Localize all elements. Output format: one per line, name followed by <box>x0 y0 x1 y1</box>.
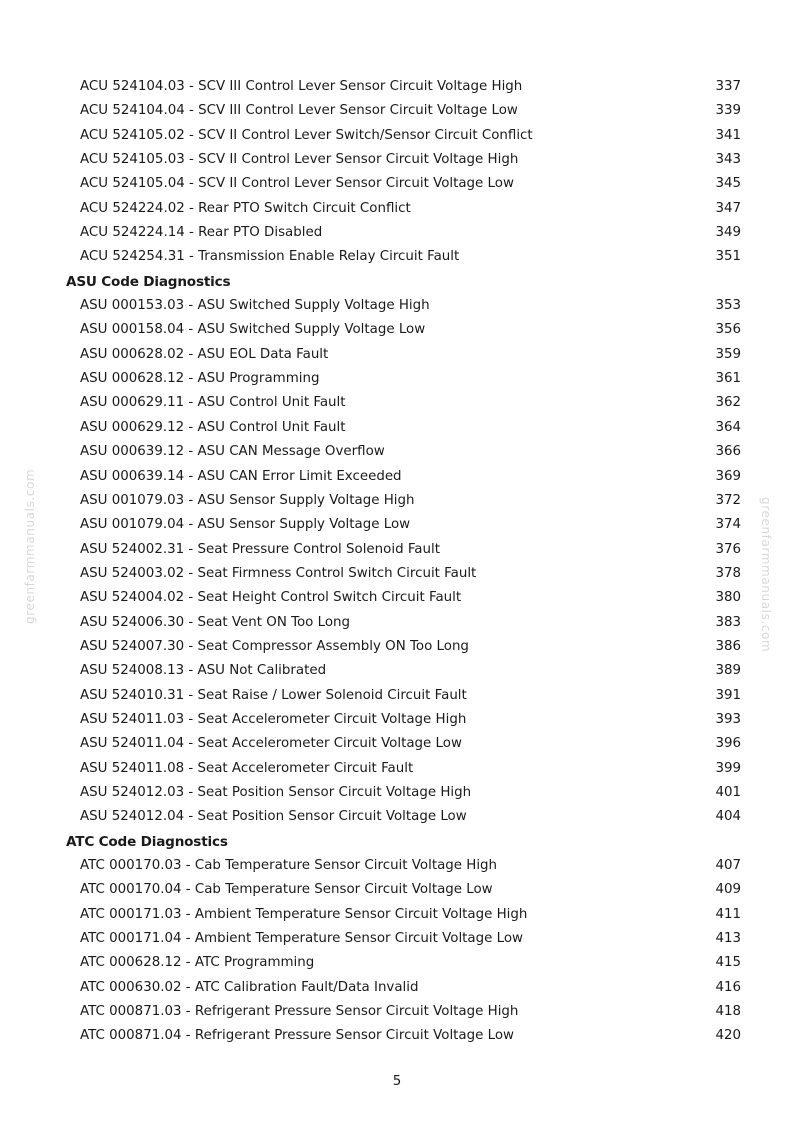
toc-entry[interactable] <box>0 659 794 683</box>
table-of-contents <box>0 75 794 1049</box>
toc-entry-label: ASU 524011.08 - Seat Accelerometer Circuit Fault <box>80 760 414 776</box>
toc-entry-label: ATC 000170.04 - Cab Temperature Sensor Circuit Voltage Low <box>80 882 493 898</box>
toc-entry[interactable] <box>0 221 794 245</box>
toc-entry[interactable] <box>0 1024 794 1048</box>
toc-entry-page-number: 393 <box>715 711 741 727</box>
toc-entry[interactable] <box>0 124 794 148</box>
toc-entry[interactable] <box>0 99 794 123</box>
toc-entry-page-number: 362 <box>715 395 741 411</box>
toc-entry-page-number: 413 <box>715 931 741 947</box>
toc-entry-page-number: 399 <box>715 760 741 776</box>
toc-entry-label: ASU 000639.14 - ASU CAN Error Limit Exceeded <box>80 468 402 484</box>
toc-entry-page-number: 372 <box>715 492 741 508</box>
toc-entry-page-number: 349 <box>715 225 741 241</box>
toc-entry-page-number: 376 <box>715 541 741 557</box>
toc-entry[interactable] <box>0 611 794 635</box>
toc-entry[interactable] <box>0 708 794 732</box>
toc-entry-label: ACU 524105.03 - SCV II Control Lever Sensor Circuit Voltage High <box>80 152 519 168</box>
toc-entry[interactable] <box>0 903 794 927</box>
toc-entry-page-number: 356 <box>715 322 741 338</box>
toc-entry-label: ASU 000629.11 - ASU Control Unit Fault <box>80 395 346 411</box>
toc-entry-label: ACU 524104.03 - SCV III Control Lever Sensor Circuit Voltage High <box>80 79 523 94</box>
toc-entry[interactable] <box>0 245 794 269</box>
toc-entry-page-number: 347 <box>715 200 741 216</box>
toc-entry-page-number: 359 <box>715 346 741 362</box>
toc-entry[interactable] <box>0 148 794 172</box>
toc-entry-label: ATC 000628.12 - ATC Programming <box>80 955 315 971</box>
toc-entry-label: ATC 000170.03 - Cab Temperature Sensor Circuit Voltage High <box>80 858 498 873</box>
toc-entry[interactable] <box>0 538 794 562</box>
toc-entry-page-number: 411 <box>715 906 741 922</box>
toc-entry-label: ACU 524224.02 - Rear PTO Switch Circuit Conflict <box>80 200 411 216</box>
toc-entry-page-number: 343 <box>715 152 741 168</box>
toc-entry-label: ASU 524007.30 - Seat Compressor Assembly ON Too Long <box>80 638 469 654</box>
toc-entry[interactable] <box>0 757 794 781</box>
toc-entry[interactable] <box>0 635 794 659</box>
toc-entry[interactable] <box>0 1000 794 1024</box>
toc-entry[interactable] <box>0 586 794 610</box>
toc-entry[interactable] <box>0 854 794 878</box>
toc-entry[interactable] <box>0 878 794 902</box>
toc-entry-page-number: 374 <box>715 517 741 533</box>
toc-entry-label: ASU 524011.03 - Seat Accelerometer Circuit Voltage High <box>80 711 467 727</box>
toc-entry[interactable] <box>0 440 794 464</box>
toc-entry[interactable] <box>0 489 794 513</box>
toc-entry-page-number: 396 <box>715 736 741 752</box>
toc-entry-label: ASU 000158.04 - ASU Switched Supply Voltage Low <box>80 322 426 338</box>
toc-entry-page-number: 380 <box>715 590 741 606</box>
toc-entry-label: ATC 000630.02 - ATC Calibration Fault/Data Invalid <box>80 979 419 995</box>
toc-entry-page-number: 364 <box>715 419 741 435</box>
toc-entry-page-number: 389 <box>715 663 741 679</box>
toc-entry[interactable] <box>0 805 794 829</box>
section-heading-label: ASU Code Diagnostics <box>66 273 231 290</box>
toc-entry-page-number: 418 <box>715 1004 741 1020</box>
toc-entry-label: ASU 000153.03 - ASU Switched Supply Voltage High <box>80 298 430 314</box>
toc-entry-label: ASU 000629.12 - ASU Control Unit Fault <box>80 419 346 435</box>
toc-entry-label: ATC 000171.03 - Ambient Temperature Sensor Circuit Voltage High <box>80 906 528 922</box>
toc-entry-page-number: 415 <box>715 955 741 971</box>
toc-entry-label: ATC 000871.04 - Refrigerant Pressure Sensor Circuit Voltage Low <box>80 1028 515 1044</box>
toc-entry-page-number: 420 <box>715 1028 741 1044</box>
toc-entry[interactable] <box>0 318 794 342</box>
toc-entry-label: ASU 524006.30 - Seat Vent ON Too Long <box>80 614 351 630</box>
toc-entry[interactable] <box>0 294 794 318</box>
watermark-left: greenfarmmanuals.com <box>23 468 37 624</box>
toc-entry[interactable] <box>0 684 794 708</box>
toc-entry[interactable] <box>0 732 794 756</box>
toc-entry-label: ASU 001079.04 - ASU Sensor Supply Voltage Low <box>80 517 411 533</box>
toc-entry[interactable] <box>0 416 794 440</box>
toc-entry-page-number: 339 <box>715 103 741 119</box>
toc-entry[interactable] <box>0 172 794 196</box>
toc-entry-label: ATC 000171.04 - Ambient Temperature Sensor Circuit Voltage Low <box>80 931 523 947</box>
toc-entry-label: ASU 524012.04 - Seat Position Sensor Circuit Voltage Low <box>80 809 467 825</box>
toc-entry[interactable] <box>0 343 794 367</box>
toc-entry-page-number: 416 <box>715 979 741 995</box>
watermark-right: greenfarmmanuals.com <box>759 497 773 653</box>
toc-entry[interactable] <box>0 976 794 1000</box>
toc-entry-label: ACU 524104.04 - SCV III Control Lever Sensor Circuit Voltage Low <box>80 103 518 119</box>
toc-entry-label: ACU 524254.31 - Transmission Enable Relay Circuit Fault <box>80 249 460 265</box>
toc-entry[interactable] <box>0 562 794 586</box>
toc-entry[interactable] <box>0 75 794 99</box>
toc-entry[interactable] <box>0 927 794 951</box>
toc-entry-page-number: 386 <box>715 638 741 654</box>
toc-entry-page-number: 404 <box>715 809 741 825</box>
toc-entry-label: ASU 000639.12 - ASU CAN Message Overflow <box>80 444 385 460</box>
toc-entry[interactable] <box>0 367 794 391</box>
toc-entry-label: ASU 524002.31 - Seat Pressure Control Solenoid Fault <box>80 541 440 557</box>
toc-entry-page-number: 366 <box>715 444 741 460</box>
toc-entry-label: ACU 524105.04 - SCV II Control Lever Sensor Circuit Voltage Low <box>80 176 514 192</box>
toc-entry[interactable] <box>0 197 794 221</box>
toc-entry-label: ASU 001079.03 - ASU Sensor Supply Voltage High <box>80 492 415 508</box>
toc-entry-page-number: 337 <box>715 79 741 94</box>
toc-entry-page-number: 378 <box>715 565 741 581</box>
toc-entry-label: ASU 524003.02 - Seat Firmness Control Switch Circuit Fault <box>80 565 477 581</box>
section-heading <box>0 270 794 294</box>
toc-entry-label: ASU 524012.03 - Seat Position Sensor Circuit Voltage High <box>80 784 472 800</box>
toc-entry[interactable] <box>0 391 794 415</box>
toc-entry-label: ASU 524008.13 - ASU Not Calibrated <box>80 663 327 679</box>
toc-entry-label: ASU 000628.12 - ASU Programming <box>80 371 320 387</box>
toc-entry-label: ASU 524010.31 - Seat Raise / Lower Solenoid Circuit Fault <box>80 687 467 703</box>
section-heading <box>0 830 794 854</box>
toc-entry-page-number: 353 <box>715 298 741 314</box>
toc-entry-label: ATC 000871.03 - Refrigerant Pressure Sensor Circuit Voltage High <box>80 1004 519 1020</box>
toc-entry-page-number: 409 <box>715 882 741 898</box>
toc-entry-label: ASU 000628.02 - ASU EOL Data Fault <box>80 346 329 362</box>
toc-entry-page-number: 361 <box>715 371 741 387</box>
toc-entry-label: ASU 524011.04 - Seat Accelerometer Circuit Voltage Low <box>80 736 462 752</box>
toc-entry-page-number: 351 <box>715 249 741 265</box>
toc-entry-page-number: 391 <box>715 687 741 703</box>
toc-entry-label: ASU 524004.02 - Seat Height Control Switch Circuit Fault <box>80 590 462 606</box>
toc-entry-page-number: 345 <box>715 176 741 192</box>
page-number: 5 <box>392 1074 402 1089</box>
toc-entry[interactable] <box>0 465 794 489</box>
toc-entry-page-number: 401 <box>715 784 741 800</box>
toc-entry-label: ACU 524224.14 - Rear PTO Disabled <box>80 225 323 241</box>
toc-entry-page-number: 383 <box>715 614 741 630</box>
toc-entry[interactable] <box>0 951 794 975</box>
toc-entry[interactable] <box>0 513 794 537</box>
section-heading-label: ATC Code Diagnostics <box>66 833 228 850</box>
toc-entry-label: ACU 524105.02 - SCV II Control Lever Switch/Sensor Circuit Conflict <box>80 127 533 143</box>
toc-entry-page-number: 407 <box>715 858 741 873</box>
toc-entry[interactable] <box>0 781 794 805</box>
toc-entry-page-number: 341 <box>715 127 741 143</box>
toc-entry-page-number: 369 <box>715 468 741 484</box>
